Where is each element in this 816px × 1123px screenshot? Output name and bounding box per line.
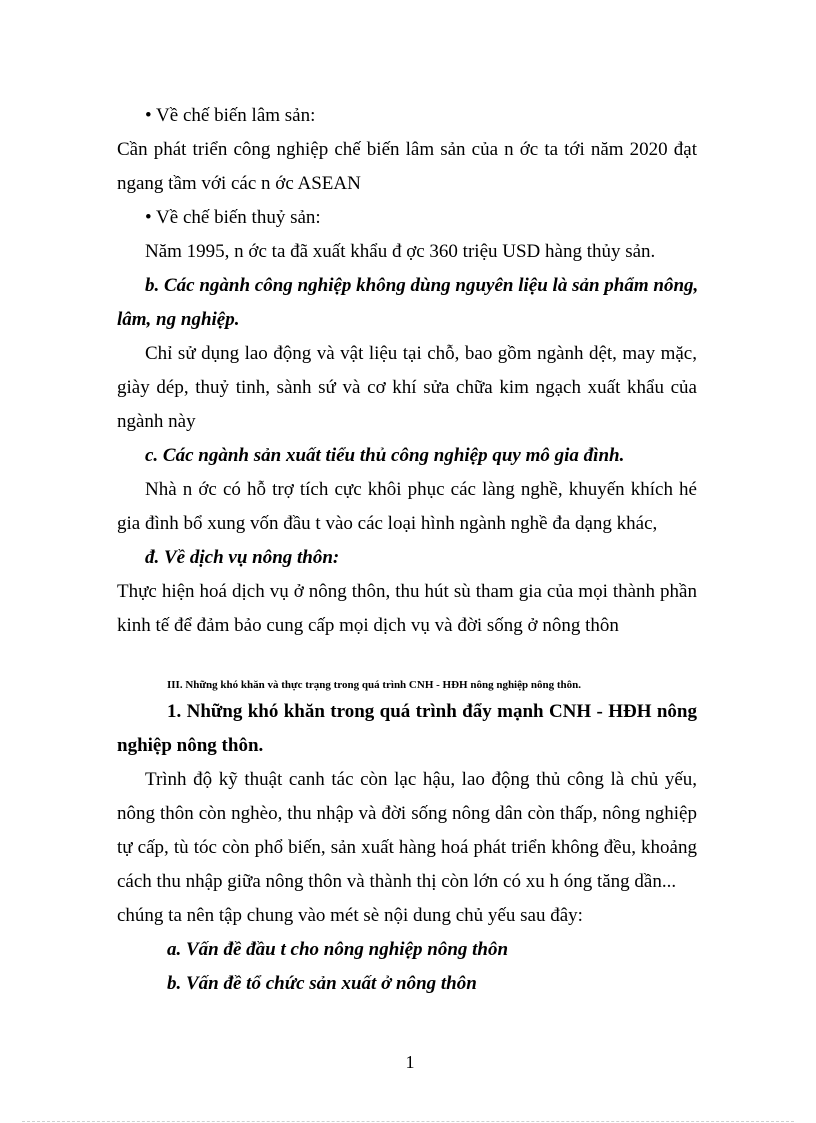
subheading-c: c. Các ngành sản xuất tiểu thủ công nghiệp quy mô gia đình. xyxy=(145,445,625,466)
paragraph-line: Cần phát triển công nghiệp chế biến lâm sản của n ớc ta tới năm 2020 đạt xyxy=(117,139,697,160)
paragraph-line: ngành này xyxy=(117,411,196,432)
bullet-forest-processing: • Về chế biến lâm sản: xyxy=(145,105,316,126)
page-number: 1 xyxy=(405,1052,415,1072)
paragraph-line: Nhà n ớc có hỗ trợ tích cực khôi phục các làng nghề, khuyến khích hé xyxy=(145,479,697,500)
paragraph-line: Năm 1995, n ớc ta đã xuất khẩu đ ợc 360 triệu USD hàng thủy sản. xyxy=(145,241,656,262)
paragraph-line: gia đình bổ xung vốn đầu t vào các loại hình ngành nghề đa dạng khác, xyxy=(117,513,658,534)
paragraph-line: giày dép, thuỷ tinh, sành sứ và cơ khí sửa chữa kim ngạch xuất khẩu của xyxy=(117,377,697,398)
paragraph-line: kinh tế để đảm bảo cung cấp mọi dịch vụ và đời sống ở nông thôn xyxy=(117,615,619,636)
subheading-b-continued: lâm, ng nghiệp. xyxy=(117,309,240,330)
bullet-seafood-processing: • Về chế biến thuỷ sản: xyxy=(145,207,321,228)
subheading-d: đ. Về dịch vụ nông thôn: xyxy=(145,547,340,568)
heading-1: 1. Những khó khăn trong quá trình đẩy mạnh CNH - HĐH nông xyxy=(167,701,697,722)
paragraph-line: tự cấp, tù tóc còn phổ biến, sản xuất hàng hoá phát triển không đều, khoảng xyxy=(117,837,697,858)
paragraph-line: Chỉ sử dụng lao động và vật liệu tại chỗ, bao gồm ngành dệt, may mặc, xyxy=(145,343,697,364)
section-heading-iii: III. Những khó khăn và thực trạng trong quá trình CNH - HĐH nông nghiệp nông thôn. xyxy=(167,679,581,691)
paragraph-line: chúng ta nên tập chung vào mét sè nội dung chủ yếu sau đây: xyxy=(117,905,583,926)
subheading-b: b. Các ngành công nghiệp không dùng nguyên liệu là sản phẩm nông, xyxy=(145,275,699,296)
heading-1-continued: nghiệp nông thôn. xyxy=(117,735,264,756)
paragraph-line: nông thôn còn nghèo, thu nhập và đời sống nông dân còn thấp, nông nghiệp xyxy=(117,803,697,824)
paragraph-line: cách thu nhập giữa nông thôn và thành thị còn lớn có xu h óng tăng dần... xyxy=(117,871,677,892)
paragraph-line: Trình độ kỹ thuật canh tác còn lạc hậu, lao động thủ công là chủ yếu, xyxy=(145,769,697,790)
paragraph-line: ngang tầm với các n ớc ASEAN xyxy=(117,173,361,194)
list-item-a: a. Vấn đề đầu t cho nông nghiệp nông thôn xyxy=(167,939,509,960)
list-item-b: b. Vấn đề tổ chức sản xuất ở nông thôn xyxy=(167,973,477,994)
page-bottom-divider xyxy=(22,1121,794,1122)
paragraph-line: Thực hiện hoá dịch vụ ở nông thôn, thu hút sù tham gia của mọi thành phần xyxy=(117,581,697,602)
